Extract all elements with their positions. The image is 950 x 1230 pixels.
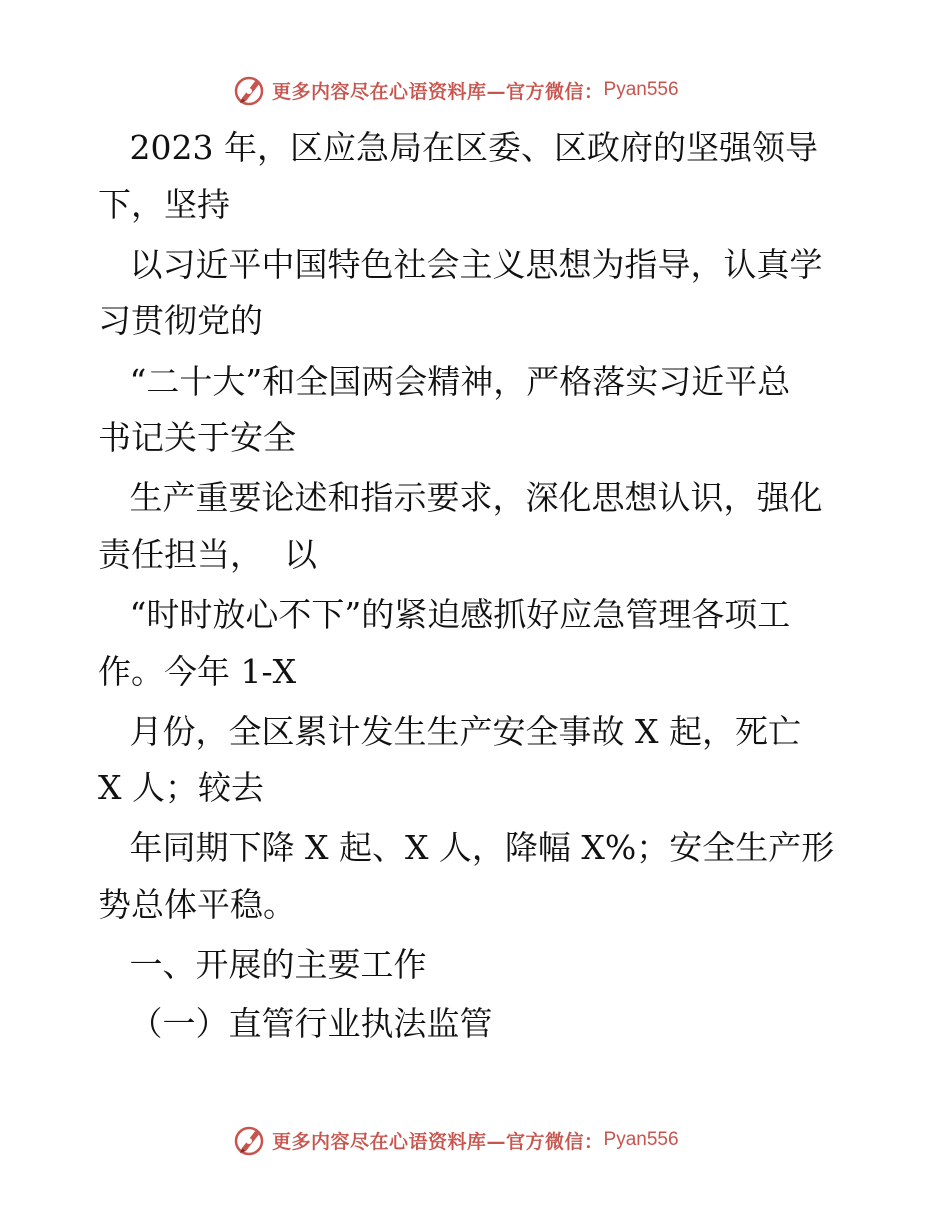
watermark-wechat-id: Pyan556: [603, 1129, 679, 1150]
watermark-wechat-id: Pyan556: [603, 79, 679, 100]
body-line: “时时放心不下”的紧迫感抓好应急管理各项工: [98, 595, 791, 634]
pen-logo-icon: [232, 72, 268, 108]
body-line: 以习近平中国特色社会主义思想为指导，认真学: [98, 245, 823, 284]
body-line: 习贯彻党的: [98, 301, 263, 340]
section-heading: 一、开展的主要工作: [98, 945, 427, 984]
body-line: “二十大”和全国两会精神，严格落实习近平总: [98, 362, 791, 401]
body-line: 生产重要论述和指示要求，深化思想认识，强化: [98, 478, 823, 517]
body-line: 责任担当， 以: [98, 535, 317, 574]
body-line: 下，坚持: [98, 185, 230, 224]
body-line: 2023 年，区应急局在区委、区政府的坚强领导: [98, 128, 818, 167]
watermark-footer: [232, 1122, 679, 1158]
watermark-text: 更多内容尽在心语资料库—官方微信：: [272, 80, 604, 103]
subsection-heading: （一）直管行业执法监管: [98, 1004, 493, 1043]
body-line: X 人；较去: [98, 768, 264, 807]
pen-logo-icon: [232, 1122, 268, 1158]
body-line: 年同期下降 X 起、X 人，降幅 X%；安全生产形: [98, 828, 835, 867]
body-line: 作。今年 1-X: [98, 652, 297, 691]
body-line: 势总体平稳。: [98, 885, 296, 924]
body-line: 书记关于安全: [98, 418, 296, 457]
body-line: 月份，全区累计发生生产安全事故 X 起，死亡: [98, 712, 801, 751]
watermark-text: 更多内容尽在心语资料库—官方微信：: [272, 1130, 604, 1153]
watermark-header: [232, 72, 679, 108]
